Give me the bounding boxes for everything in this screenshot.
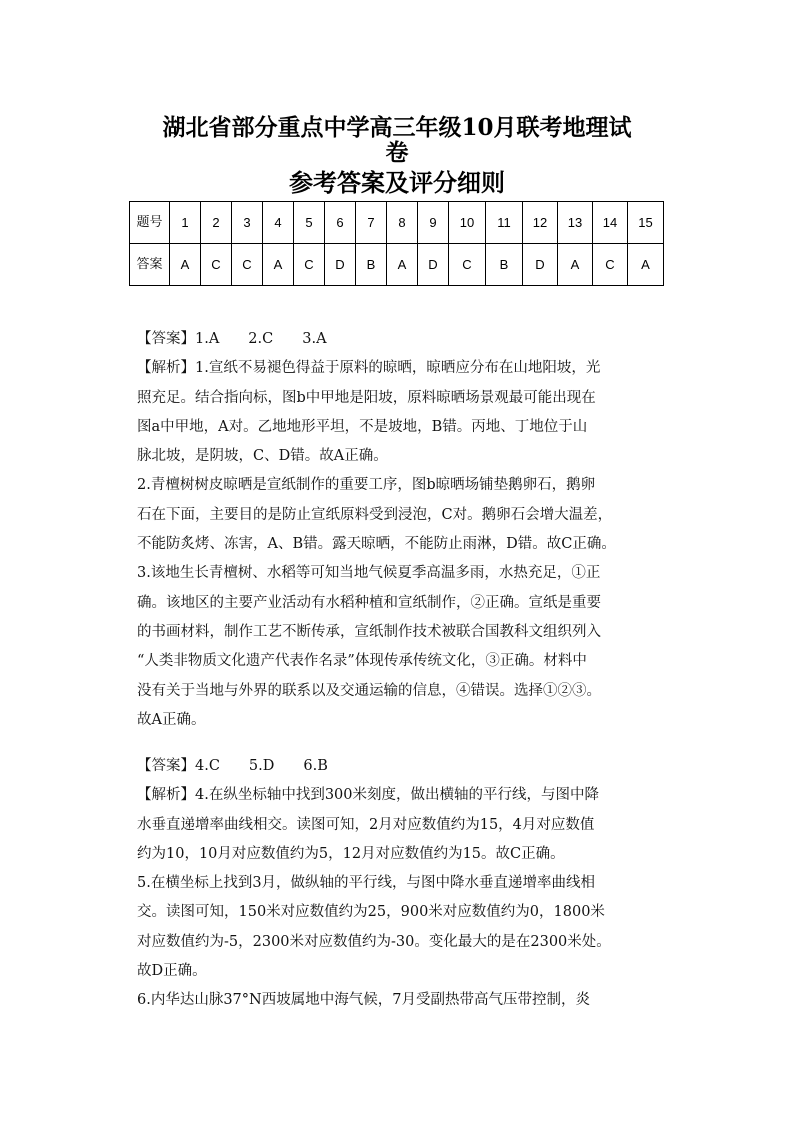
answer-table-number-row [130,202,664,244]
text-line: 的书画材料，制作工艺不断传承，宣纸制作技术被联合国教科文组织列入 [137,623,601,640]
text-line: 5.在横坐标上找到3月，做纵轴的平行线，与图中降水垂直递增率曲线相 [137,875,596,892]
text-line: 【解析】4.在纵坐标轴中找到300米刻度，做出横轴的平行线，与图中降 [137,787,600,804]
document-subtitle: 参考答案及评分细则 [289,168,505,197]
table-cell-number: 9 [418,202,449,244]
text-line: 图a中甲地，A对。乙地地形平坦，不是坡地，B错。丙地、丁地位于山 [137,418,588,435]
answer-explanation-section-2 [137,752,663,1016]
table-cell-answer: C [593,244,628,286]
table-cell-answer: A [628,244,664,286]
table-cell-number: 6 [325,202,356,244]
table-cell-answer: A [387,244,418,286]
table-cell-answer: C [449,244,486,286]
table-cell-number: 5 [294,202,325,244]
table-cell-number: 13 [558,202,593,244]
table-cell-answer: D [418,244,449,286]
text-line: 确。该地区的主要产业活动有水稻种植和宣纸制作，②正确。宣纸是重要 [137,594,601,611]
table-cell-number: 4 [263,202,294,244]
answer-explanation-section-1 [137,325,663,735]
text-line: 故A正确。 [137,711,206,728]
text-line: 照充足。结合指向标，图b中甲地是阳坡，原料晾晒场景观最可能出现在 [137,389,596,406]
table-cell-number: 2 [201,202,232,244]
table-cell-answer: D [325,244,356,286]
table-cell-number: 8 [387,202,418,244]
table-cell-answer: A [170,244,201,286]
table-cell-number: 1 [170,202,201,244]
table-cell-number: 11 [486,202,523,244]
table-cell-answer: D [523,244,558,286]
text-line: 【答案】1.A 2.C 3.A [137,331,327,347]
table-cell-number: 7 [356,202,387,244]
table-header-answer: 答案 [130,244,170,286]
text-line: 交。读图可知，150米对应数值约为25，900米对应数值约为0，1800米 [137,904,605,921]
table-cell-number: 15 [628,202,664,244]
table-cell-answer: C [294,244,325,286]
text-line: 不能防炙烤、冻害，A、B错。露天晾晒，不能防止雨淋，D错。故C正确。 [137,536,616,553]
text-line: 约为10，10月对应数值约为5，12月对应数值约为15。故C正确。 [137,845,565,862]
table-cell-answer: B [486,244,523,286]
text-line: 脉北坡，是阴坡，C、D错。故A正确。 [137,448,388,465]
table-cell-answer: A [558,244,593,286]
text-line: 【答案】4.C 5.D 6.B [137,758,328,774]
text-line: 水垂直递增率曲线相交。读图可知，2月对应数值约为15，4月对应数值 [137,816,595,833]
table-cell-answer: C [201,244,232,286]
text-line: 石在下面，主要目的是防止宣纸原料受到浸泡，C对。鹅卵石会增大温差， [137,506,613,523]
table-cell-number: 12 [523,202,558,244]
table-header-question-number: 题号 [130,202,170,244]
text-line: 3.该地生长青檀树、水稻等可知当地气候夏季高温多雨，水热充足，①正 [137,565,601,582]
answer-table [129,201,664,286]
text-line: 2.青檀树树皮晾晒是宣纸制作的重要工序，图b晾晒场铺垫鹅卵石，鹅卵 [137,477,596,494]
answer-table-answer-row [130,244,664,286]
text-line: 【解析】1.宣纸不易褪色得益于原料的晾晒，晾晒应分布在山地阳坡，光 [137,360,601,377]
table-cell-answer: B [356,244,387,286]
text-line: 故D正确。 [137,963,207,980]
table-cell-number: 3 [232,202,263,244]
document-title-line2: 卷 [385,139,409,166]
text-line: 没有关于当地与外界的联系以及交通运输的信息，④错误。选择①②③。 [137,682,601,699]
text-line: 6.内华达山脉37°N西坡属地中海气候，7月受副热带高气压带控制，炎 [137,992,590,1009]
text-line: “人类非物质文化遗产代表作名录”体现传承传统文化，③正确。材料中 [137,653,587,670]
table-cell-answer: A [263,244,294,286]
table-cell-answer: C [232,244,263,286]
text-line: 对应数值约为-5，2300米对应数值约为-30。变化最大的是在2300米处。 [137,933,611,950]
table-cell-number: 14 [593,202,628,244]
table-cell-number: 10 [449,202,486,244]
document-title-line1: 湖北省部分重点中学高三年级10月联考地理试 [162,114,632,141]
